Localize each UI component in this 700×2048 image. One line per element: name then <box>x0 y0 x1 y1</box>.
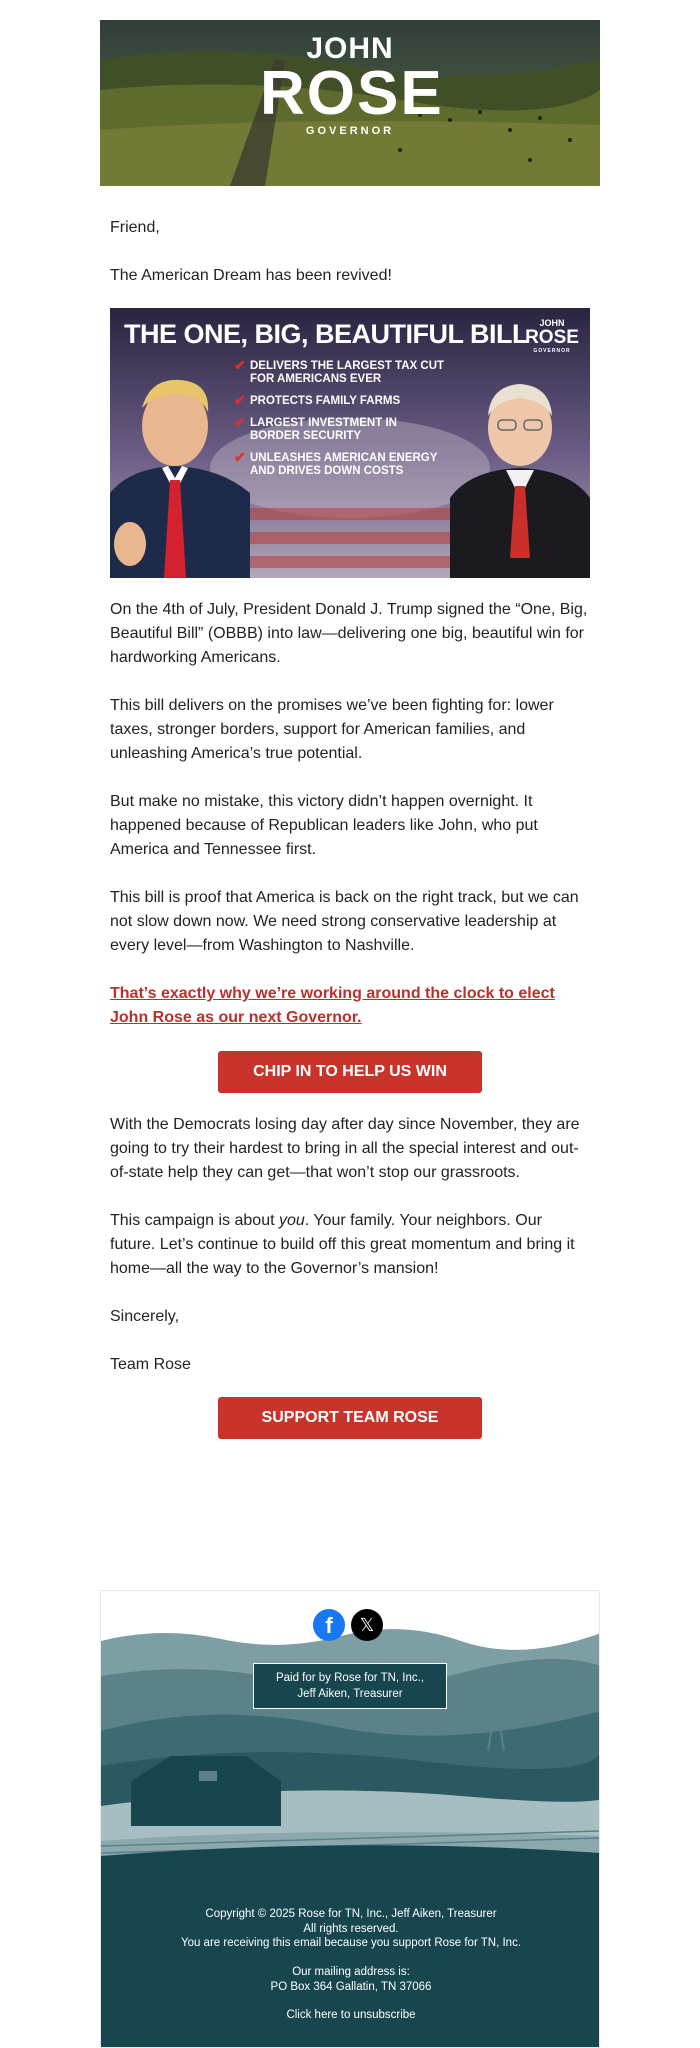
elect-john-rose-link[interactable]: That’s exactly why we’re working around the clock to elect John Rose as our next Governor. <box>110 985 555 1026</box>
bill-banner <box>110 308 590 578</box>
mailing-label: Our mailing address is: <box>292 1966 410 1978</box>
paragraph-5 <box>110 1113 590 1185</box>
banner-logo-first: JOHN <box>539 318 565 328</box>
signature <box>110 1353 590 1377</box>
signoff <box>110 1305 590 1329</box>
rights-text: All rights reserved. <box>303 1922 399 1935</box>
banner-point <box>234 449 464 478</box>
paragraph-text <box>110 1209 590 1281</box>
banner-point <box>234 392 464 408</box>
banner-point <box>234 357 464 386</box>
banner-logo <box>524 318 580 355</box>
receiving-text: You are receiving this email because you support Rose for TN, Inc. <box>180 1937 522 1949</box>
banner-logo-last: ROSE <box>525 327 579 348</box>
paid-for-box <box>253 1663 447 1709</box>
paragraph-6 <box>110 1209 590 1281</box>
paragraph-1 <box>110 598 590 670</box>
intro-text: The American Dream has been revived! <box>110 267 392 284</box>
greeting <box>110 216 590 240</box>
paragraph-text: This bill delivers on the promises we’ve been fighting for: lower taxes, stronger borders, support for American families, and unleashing America’s true potential. <box>110 697 554 762</box>
footer <box>100 1590 600 2048</box>
banner-point-line: PROTECTS FAMILY FARMS <box>250 395 401 407</box>
paragraph-fragment: . Your family. Your neighbors. Our future. Let’s continue to build off this great momentum and bring it home—all the way to the Governor’s mansion! <box>110 1212 575 1277</box>
check-icon: ✔ <box>234 392 246 408</box>
banner-point-line: AND DRIVES DOWN COSTS <box>250 465 404 477</box>
x-twitter-icon[interactable]: 𝕏 <box>351 1609 383 1641</box>
banner-point <box>234 414 464 443</box>
paragraph-text: But make no mistake, this victory didn’t happen overnight. It happened because of Republican leaders like John, who put America and Tennessee first. <box>110 793 538 858</box>
chip-in-button[interactable]: CHIP IN TO HELP US WIN <box>218 1051 482 1093</box>
check-icon: ✔ <box>234 414 246 430</box>
banner-logo-sub: GOVERNOR <box>533 348 571 354</box>
header-banner <box>100 20 600 186</box>
mailing-address: PO Box 364 Gallatin, TN 37066 <box>270 1980 432 1993</box>
banner-point-line: UNLEASHES AMERICAN ENERGY <box>250 452 438 464</box>
paragraph-3 <box>110 790 590 862</box>
logo-subtitle: GOVERNOR <box>305 125 395 137</box>
paid-for-line: Paid for by Rose for TN, Inc., <box>275 1672 425 1684</box>
facebook-icon[interactable]: f <box>313 1609 345 1641</box>
footer-legal <box>101 1907 600 1951</box>
banner-point-line: LARGEST INVESTMENT IN <box>250 417 397 429</box>
paid-for-line: Jeff Aiken, Treasurer <box>297 1688 403 1700</box>
social-links <box>313 1609 393 1643</box>
paragraph-text: This bill is proof that America is back on the right track, but we can not slow down now. We need strong conservative leadership at every level—from Washington to Nashville. <box>110 889 579 954</box>
paragraph-2 <box>110 694 590 766</box>
signoff-text: Sincerely, <box>110 1308 180 1325</box>
banner-point-line: BORDER SECURITY <box>250 430 362 442</box>
footer-address <box>101 1965 600 1994</box>
unsubscribe-block <box>101 2008 600 2023</box>
banner-point-line: FOR AMERICANS EVER <box>250 373 382 385</box>
paragraph-text: On the 4th of July, President Donald J. Trump signed the “One, Big, Beautiful Bill” (OBBB) into law—delivering one big, beautiful win for hardworking Americans. <box>110 601 588 666</box>
emphasis-you: you <box>278 1212 305 1229</box>
banner-point-line: DELIVERS THE LARGEST TAX CUT <box>250 360 445 372</box>
intro <box>110 264 590 288</box>
paragraph-4 <box>110 886 590 958</box>
check-icon: ✔ <box>234 357 246 373</box>
signature-text: Team Rose <box>110 1356 191 1373</box>
paragraph-text: With the Democrats losing day after day since November, they are going to try their hardest to bring in all the special interest and out-of-state help they can get—that won’t stop our grassroots. <box>110 1116 580 1181</box>
greeting-text: Friend, <box>110 219 160 236</box>
logo-first-name: JOHN <box>306 32 394 65</box>
check-icon: ✔ <box>234 449 246 465</box>
logo-last-name: ROSE <box>260 59 444 128</box>
unsubscribe-link[interactable]: Click here to unsubscribe <box>286 2009 416 2021</box>
header-logo <box>260 32 444 138</box>
elect-link-block <box>110 982 590 1030</box>
paragraph-fragment: This campaign is about <box>110 1212 279 1229</box>
support-team-rose-button[interactable]: SUPPORT TEAM ROSE <box>218 1397 482 1439</box>
copyright-text: Copyright © 2025 Rose for TN, Inc., Jeff Aiken, Treasurer <box>205 1908 497 1920</box>
banner-title: THE ONE, BIG, BEAUTIFUL BILL <box>124 319 528 349</box>
banner-points <box>234 357 464 478</box>
